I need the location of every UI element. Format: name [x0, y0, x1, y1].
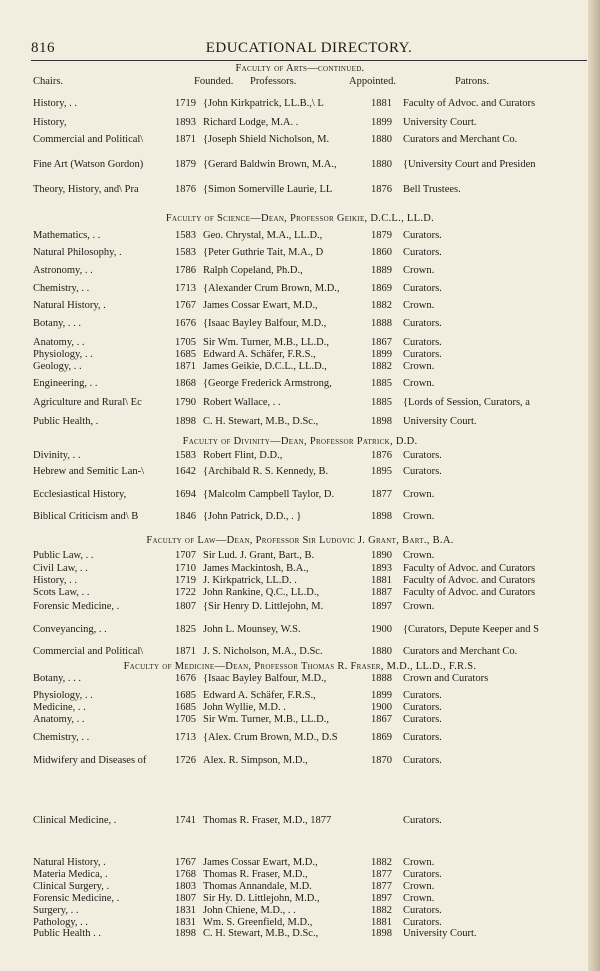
row-patrons: Crown.: [403, 550, 435, 561]
row-professor: Robert Wallace, . .: [203, 397, 281, 408]
row-chair: Ecclesiastical History,: [33, 489, 127, 500]
row-chair: Fine Art (Watson Gordon): [33, 159, 144, 170]
row-patrons: Crown and Curators: [403, 673, 489, 684]
row-professor: John Rankine, Q.C., LL.D.,: [203, 587, 320, 598]
row-professor: Alex. R. Simpson, M.D.,: [203, 755, 308, 766]
row-chair: Geology, . .: [33, 361, 82, 372]
row-appointed: 1867: [371, 714, 392, 725]
row-founded: 1726: [175, 755, 196, 766]
row-professor: {Isaac Bayley Balfour, M.D.,: [203, 318, 327, 329]
column-header: Founded.: [194, 76, 234, 87]
row-professor: Sir Wm. Turner, M.B., LL.D.,: [203, 337, 329, 348]
row-appointed: 1877: [371, 881, 392, 892]
row-appointed: 1885: [371, 378, 392, 389]
row-patrons: Crown.: [403, 511, 435, 522]
row-appointed: 1869: [371, 283, 392, 294]
row-founded: 1898: [175, 928, 196, 939]
row-patrons: Crown.: [403, 300, 435, 311]
row-patrons: Curators.: [403, 755, 442, 766]
faculty-of-law-heading: Faculty of Law—Dean, Professor Sir Ludovic J. Grant, Bart., B.A.: [146, 535, 454, 546]
row-professor: James Cossar Ewart, M.D.,: [203, 857, 318, 868]
row-founded: 1898: [175, 416, 196, 427]
row-founded: 1767: [175, 857, 196, 868]
row-patrons: Curators and Merchant Co.: [403, 646, 518, 657]
row-appointed: 1887: [371, 587, 392, 598]
row-appointed: 1889: [371, 265, 392, 276]
row-founded: 1707: [175, 550, 196, 561]
row-professor: Edward A. Schäfer, F.R.S.,: [203, 349, 316, 360]
row-appointed: 1882: [371, 361, 392, 372]
row-patrons: Crown.: [403, 857, 435, 868]
row-founded: 1685: [175, 690, 196, 701]
row-professor: {Simon Somerville Laurie, LL: [203, 184, 333, 195]
row-appointed: 1882: [371, 300, 392, 311]
row-founded: 1713: [175, 732, 196, 743]
row-chair: Forensic Medicine, .: [33, 601, 120, 612]
row-chair: Forensic Medicine, .: [33, 893, 120, 904]
row-founded: 1803: [175, 881, 196, 892]
row-professor: {George Frederick Armstrong,: [203, 378, 332, 389]
row-chair: Midwifery and Diseases of: [33, 755, 147, 766]
row-founded: 1879: [175, 159, 196, 170]
row-chair: Commercial and Political\: [33, 134, 144, 145]
row-chair: Natural Philosophy, .: [33, 247, 122, 258]
row-chair: Public Health . .: [33, 928, 101, 939]
row-professor: Sir Lud. J. Grant, Bart., B.: [203, 550, 315, 561]
row-chair: History, . .: [33, 575, 77, 586]
row-patrons: {University Court and Presiden: [403, 159, 536, 170]
row-patrons: Curators.: [403, 702, 442, 713]
row-chair: Astronomy, . .: [33, 265, 93, 276]
row-appointed: 1898: [371, 928, 392, 939]
row-patrons: Crown.: [403, 378, 435, 389]
row-chair: Anatomy, . .: [33, 714, 85, 725]
column-header: Patrons.: [455, 76, 490, 87]
row-appointed: 1876: [371, 184, 392, 195]
row-chair: Civil Law, . .: [33, 563, 88, 574]
row-patrons: Faculty of Advoc. and Curators: [403, 563, 536, 574]
row-chair: Public Health, .: [33, 416, 99, 427]
row-professor: Ralph Copeland, Ph.D.,: [203, 265, 303, 276]
row-professor: Robert Flint, D.D.,: [203, 450, 283, 461]
row-appointed: 1867: [371, 337, 392, 348]
row-professor: J. Kirkpatrick, LL.D. .: [203, 575, 297, 586]
page-title: EDUCATIONAL DIRECTORY.: [205, 40, 413, 56]
row-appointed: 1888: [371, 673, 392, 684]
row-appointed: 1869: [371, 732, 392, 743]
row-chair: Chemistry, . .: [33, 732, 90, 743]
row-appointed: 1895: [371, 466, 392, 477]
row-professor: Thomas R. Fraser, M.D.,: [203, 869, 308, 880]
row-chair: Botany, . . .: [33, 673, 82, 684]
row-founded: 1685: [175, 702, 196, 713]
row-professor: {John Kirkpatrick, LL.B.,\ L: [203, 98, 324, 109]
row-professor: John Wyllie, M.D. .: [203, 702, 286, 713]
row-professor: C. H. Stewart, M.B., D.Sc.,: [203, 928, 319, 939]
row-appointed: 1900: [371, 702, 392, 713]
row-appointed: 1899: [371, 117, 392, 128]
row-patrons: Curators.: [403, 337, 442, 348]
row-patrons: Bell Trustees.: [403, 184, 461, 195]
row-patrons: {Curators, Depute Keeper and S: [403, 624, 539, 635]
row-patrons: Curators.: [403, 815, 442, 826]
row-founded: 1719: [175, 98, 196, 109]
row-chair: Medicine, . .: [33, 702, 86, 713]
row-founded: 1846: [175, 511, 196, 522]
row-chair: Natural History, .: [33, 300, 106, 311]
row-professor: Thomas R. Fraser, M.D., 1877: [203, 815, 332, 826]
row-patrons: University Court.: [403, 416, 477, 427]
row-appointed: 1882: [371, 905, 392, 916]
column-header: Professors.: [250, 76, 297, 87]
row-professor: {Joseph Shield Nicholson, M.: [203, 134, 330, 145]
row-professor: {John Patrick, D.D., . }: [203, 511, 302, 522]
row-patrons: Faculty of Advoc. and Curators: [403, 575, 536, 586]
row-professor: Wm. S. Greenfield, M.D.,: [203, 917, 313, 928]
row-appointed: 1879: [371, 230, 392, 241]
row-founded: 1871: [175, 134, 196, 145]
column-header: Chairs.: [33, 76, 64, 87]
row-founded: 1642: [175, 466, 196, 477]
row-patrons: Curators.: [403, 732, 442, 743]
row-professor: Edward A. Schäfer, F.R.S.,: [203, 690, 316, 701]
row-chair: Theory, History, and\ Pra: [33, 184, 139, 195]
row-appointed: 1881: [371, 575, 392, 586]
row-patrons: Curators.: [403, 450, 442, 461]
row-founded: 1876: [175, 184, 196, 195]
row-professor: {Gerard Baldwin Brown, M.A.,: [203, 159, 337, 170]
column-header: Appointed.: [349, 76, 396, 87]
row-professor: Sir Wm. Turner, M.B., LL.D.,: [203, 714, 329, 725]
row-appointed: 1900: [371, 624, 392, 635]
row-appointed: 1860: [371, 247, 392, 258]
row-founded: 1807: [175, 893, 196, 904]
row-appointed: 1890: [371, 550, 392, 561]
faculty-of-science-heading: Faculty of Science—Dean, Professor Geikie, D.C.L., LL.D.: [165, 213, 435, 224]
row-founded: 1705: [175, 714, 196, 725]
row-appointed: 1877: [371, 489, 392, 500]
row-professor: {Alexander Crum Brown, M.D.,: [203, 283, 340, 294]
row-chair: Physiology, . .: [33, 690, 93, 701]
row-patrons: Crown.: [403, 881, 435, 892]
row-founded: 1710: [175, 563, 196, 574]
row-founded: 1719: [175, 575, 196, 586]
row-patrons: Crown.: [403, 489, 435, 500]
row-professor: J. S. Nicholson, M.A., D.Sc.: [203, 646, 323, 657]
page-edge: [588, 0, 600, 971]
row-founded: 1831: [175, 905, 196, 916]
row-founded: 1768: [175, 869, 196, 880]
row-chair: Botany, . . .: [33, 318, 82, 329]
row-founded: 1583: [175, 247, 196, 258]
row-professor: Geo. Chrystal, M.A., LL.D.,: [203, 230, 323, 241]
row-patrons: Curators.: [403, 247, 442, 258]
row-patrons: {Lords of Session, Curators, a: [403, 397, 530, 408]
row-patrons: University Court.: [403, 117, 477, 128]
row-appointed: 1880: [371, 646, 392, 657]
row-patrons: Crown.: [403, 601, 435, 612]
row-appointed: 1897: [371, 893, 392, 904]
row-chair: Conveyancing, . .: [33, 624, 107, 635]
row-founded: 1741: [175, 815, 196, 826]
row-chair: Surgery, . .: [33, 905, 79, 916]
row-founded: 1767: [175, 300, 196, 311]
row-patrons: Curators.: [403, 917, 442, 928]
row-patrons: Crown.: [403, 893, 435, 904]
row-chair: Public Law, . .: [33, 550, 94, 561]
page-number: 816: [31, 40, 55, 56]
row-founded: 1676: [175, 673, 196, 684]
row-chair: Commercial and Political\: [33, 646, 144, 657]
row-chair: Scots Law, . .: [33, 587, 90, 598]
row-founded: 1583: [175, 450, 196, 461]
row-patrons: University Court.: [403, 928, 477, 939]
row-professor: Richard Lodge, M.A. .: [203, 117, 299, 128]
row-patrons: Crown.: [403, 265, 435, 276]
row-professor: {Archibald R. S. Kennedy, B.: [203, 466, 329, 477]
row-professor: James Cossar Ewart, M.D.,: [203, 300, 318, 311]
row-appointed: 1898: [371, 416, 392, 427]
page-header: [31, 40, 587, 60]
row-chair: Chemistry, . .: [33, 283, 90, 294]
row-chair: History, . .: [33, 98, 77, 109]
row-professor: Sir Hy. D. Littlejohn, M.D.,: [203, 893, 320, 904]
row-appointed: 1898: [371, 511, 392, 522]
row-patrons: Curators and Merchant Co.: [403, 134, 518, 145]
header-rule: [31, 60, 587, 61]
row-appointed: 1893: [371, 563, 392, 574]
row-chair: Natural History, .: [33, 857, 106, 868]
row-founded: 1705: [175, 337, 196, 348]
row-professor: {Peter Guthrie Tait, M.A., D: [203, 247, 324, 258]
row-patrons: Curators.: [403, 230, 442, 241]
faculty-of-arts-heading: Faculty of Arts—continued.: [235, 63, 365, 74]
row-patrons: Curators.: [403, 283, 442, 294]
row-founded: 1713: [175, 283, 196, 294]
row-professor: {Alex. Crum Brown, M.D., D.S: [203, 732, 338, 743]
row-founded: 1893: [175, 117, 196, 128]
row-patrons: Curators.: [403, 466, 442, 477]
row-patrons: Curators.: [403, 869, 442, 880]
row-appointed: 1876: [371, 450, 392, 461]
row-professor: {Isaac Bayley Balfour, M.D.,: [203, 673, 327, 684]
row-chair: Biblical Criticism and\ B: [33, 511, 139, 522]
row-professor: John Chiene, M.D., . .: [203, 905, 296, 916]
row-founded: 1722: [175, 587, 196, 598]
row-founded: 1786: [175, 265, 196, 276]
row-chair: Agriculture and Rural\ Ec: [33, 397, 142, 408]
row-appointed: 1888: [371, 318, 392, 329]
row-patrons: Curators.: [403, 318, 442, 329]
row-founded: 1825: [175, 624, 196, 635]
row-appointed: 1880: [371, 134, 392, 145]
row-chair: Mathematics, . .: [33, 230, 101, 241]
row-appointed: 1881: [371, 98, 392, 109]
row-chair: Divinity, . .: [33, 450, 81, 461]
row-patrons: Curators.: [403, 905, 442, 916]
row-appointed: 1885: [371, 397, 392, 408]
row-founded: 1868: [175, 378, 196, 389]
row-founded: 1676: [175, 318, 196, 329]
row-professor: {Malcolm Campbell Taylor, D.: [203, 489, 335, 500]
row-founded: 1807: [175, 601, 196, 612]
row-appointed: 1870: [371, 755, 392, 766]
row-patrons: Crown.: [403, 361, 435, 372]
row-founded: 1871: [175, 646, 196, 657]
row-appointed: 1877: [371, 869, 392, 880]
row-founded: 1871: [175, 361, 196, 372]
row-appointed: 1882: [371, 857, 392, 868]
row-patrons: Curators.: [403, 714, 442, 725]
row-founded: 1685: [175, 349, 196, 360]
row-chair: Physiology, . .: [33, 349, 93, 360]
row-professor: James Geikie, D.C.L., LL.D.,: [203, 361, 327, 372]
row-patrons: Faculty of Advoc. and Curators: [403, 587, 536, 598]
row-chair: Materia Medica, .: [33, 869, 108, 880]
row-appointed: 1899: [371, 690, 392, 701]
row-chair: Hebrew and Semitic Lan-\: [33, 466, 145, 477]
row-appointed: 1897: [371, 601, 392, 612]
row-chair: Engineering, . .: [33, 378, 98, 389]
row-professor: {Sir Henry D. Littlejohn, M.: [203, 601, 324, 612]
row-professor: C. H. Stewart, M.B., D.Sc.,: [203, 416, 319, 427]
row-founded: 1790: [175, 397, 196, 408]
row-patrons: Curators.: [403, 349, 442, 360]
row-founded: 1583: [175, 230, 196, 241]
row-professor: James Mackintosh, B.A.,: [203, 563, 309, 574]
row-founded: 1694: [175, 489, 196, 500]
row-chair: Pathology, . .: [33, 917, 89, 928]
row-appointed: 1880: [371, 159, 392, 170]
row-chair: Clinical Medicine, .: [33, 815, 117, 826]
row-appointed: 1899: [371, 349, 392, 360]
row-appointed: 1881: [371, 917, 392, 928]
row-chair: Clinical Surgery, .: [33, 881, 110, 892]
row-professor: John L. Mounsey, W.S.: [203, 624, 301, 635]
faculty-of-medicine-heading: Faculty of Medicine—Dean, Professor Thomas R. Fraser, M.D., LL.D., F.R.S.: [123, 661, 477, 672]
row-founded: 1831: [175, 917, 196, 928]
row-professor: Thomas Annandale, M.D.: [203, 881, 312, 892]
faculty-of-divinity-heading: Faculty of Divinity—Dean, Professor Patrick, D.D.: [182, 436, 418, 447]
row-chair: History,: [33, 117, 67, 128]
row-patrons: Faculty of Advoc. and Curators: [403, 98, 536, 109]
row-chair: Anatomy, . .: [33, 337, 85, 348]
row-patrons: Curators.: [403, 690, 442, 701]
